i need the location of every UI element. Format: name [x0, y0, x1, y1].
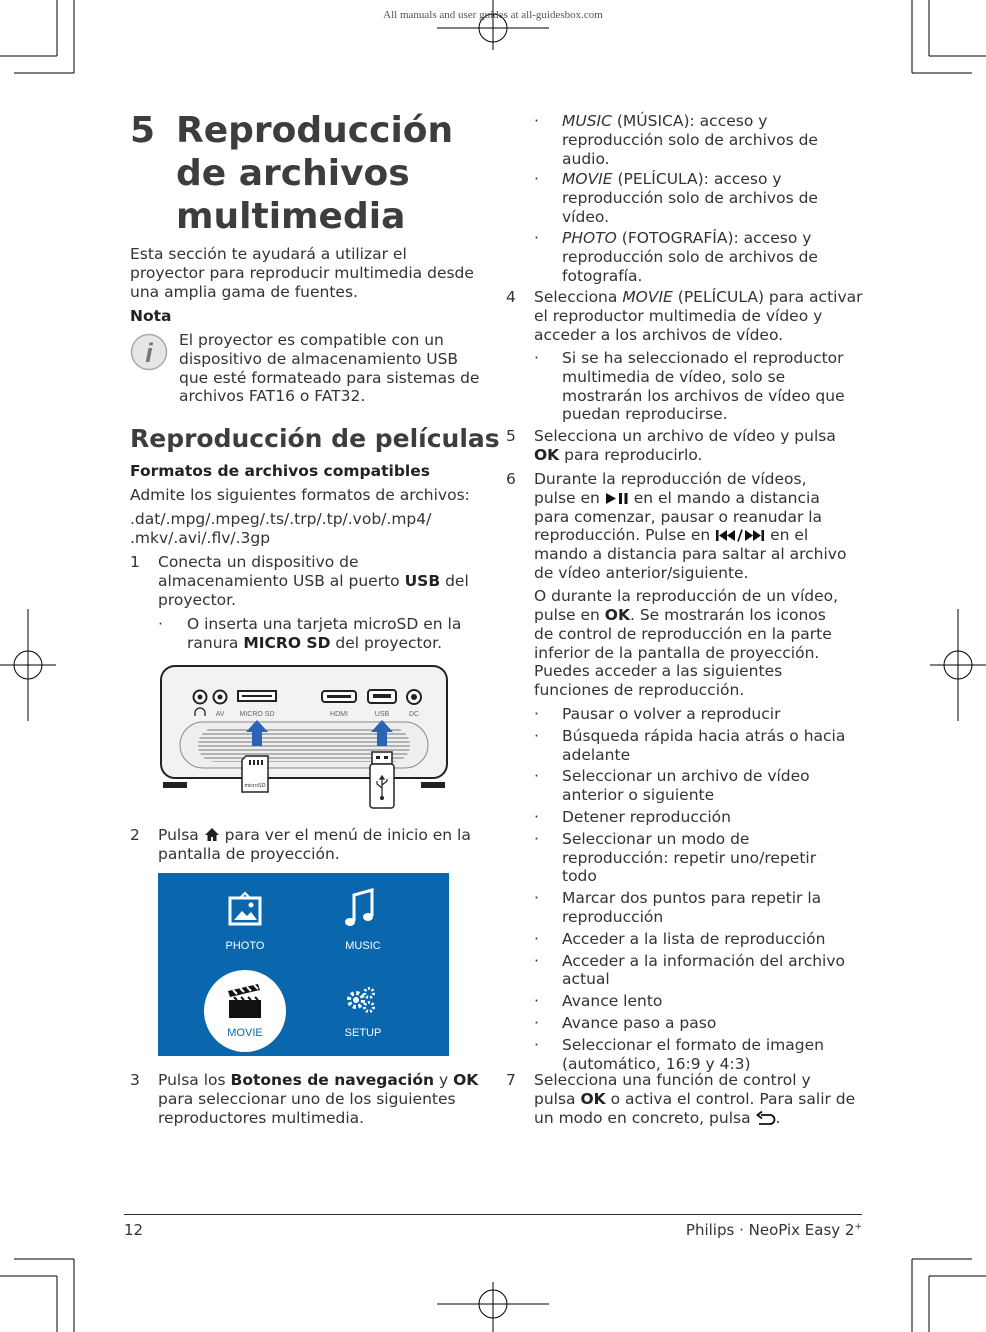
player-bullet-photo: · PHOTO (FOTOGRAFÍA): acceso y reproducción solo de archivos de fotografía. [534, 229, 818, 285]
footer-rule [124, 1214, 862, 1215]
chapter-number: 5 [130, 110, 156, 151]
list-item: · Avance lento [534, 992, 663, 1011]
section-title: Reproducción de películas [130, 424, 500, 453]
section-subtitle: Formatos de archivos compatibles [130, 462, 430, 480]
step-4: 4 Selecciona MOVIE (PELÍCULA) para activar el reproductor multimedia de vídeo y acceder a los archivos de vídeo. [506, 288, 863, 344]
functions-list [534, 705, 864, 1073]
list-item: · Seleccionar un modo de reproducción: repetir uno/repetir todo [534, 829, 817, 886]
port-label-dc: DC [408, 711, 420, 718]
watermark: All manuals and user guides at all-guidesbox.com [383, 9, 603, 21]
port-label-av: AV [215, 711, 225, 718]
usb-stick-icon [372, 752, 392, 764]
home-menu-panel [158, 873, 449, 1056]
step-7: 7 Selecciona una función de control y pulsa OK o activa el control. Para salir de un modo en concreto, pulsa . [506, 1071, 856, 1127]
port-label-microsd: MICRO SD [239, 711, 275, 718]
chapter-title: Reproducción de archivos multimedia [176, 110, 454, 237]
list-item: · Acceder a la lista de reproducción [534, 929, 826, 948]
menu-item-setup: SETUP [344, 1027, 382, 1039]
back-icon [756, 1111, 776, 1125]
page-number: 12 [124, 1221, 144, 1239]
chapter-intro: Esta sección te ayudará a utilizar el proyector para reproducir multimedia desde una amplia gama de fuentes. [130, 245, 474, 301]
list-item: · Avance paso a paso [534, 1013, 717, 1032]
menu-item-music: MUSIC [345, 940, 381, 952]
formats-intro: Admite los siguientes formatos de archivos: [130, 486, 470, 504]
list-item: · Búsqueda rápida hacia atrás o hacia adelante [534, 726, 846, 764]
microsd-card-label: microSD [244, 783, 266, 789]
svg-text:i: i [145, 338, 153, 368]
step-6: 6 Durante la reproducción de vídeos, pulse en en el mando a distancia para comenzar, pausar o reanudar la reproducción. Pulse en en el mando a distancia para saltar al archivo de vídeo anterior/siguiente. O durante la reproducción de un vídeo, pulse en OK. Se mostrarán los iconos de control de reproducción en la parte inferior de la pantalla de proyección. Puedes acceder a las siguientes funciones de reproducción. [506, 470, 847, 700]
list-item: · Pausar o volver a reproducir [534, 705, 781, 723]
list-item: · Seleccionar el formato de imagen (automático, 16:9 y 4:3) [534, 1035, 824, 1073]
info-icon [130, 333, 168, 371]
step-2: 2 Pulsa para ver el menú de inicio en la pantalla de proyección. [130, 826, 471, 863]
step-5: 5 Selecciona un archivo de vídeo y pulsa OK para reproducirlo. [506, 427, 836, 464]
step-3: 3 Pulsa los Botones de navegación y OK para seleccionar uno de los siguientes reproductores multimedia. [130, 1071, 479, 1127]
step-1: 1 Conecta un dispositivo de almacenamiento USB al puerto USB del proyector. [130, 553, 469, 609]
list-item: · Seleccionar un archivo de vídeo anterior o siguiente [534, 767, 810, 805]
prev-next-icon [715, 529, 765, 542]
home-menu-screenshot [158, 873, 449, 1056]
player-bullet-movie: · MOVIE (PELÍCULA): acceso y reproducción solo de archivos de vídeo. [534, 170, 818, 226]
list-item: · Detener reproducción [534, 807, 731, 826]
home-icon [204, 827, 220, 842]
step-4-sub: · Si se ha seleccionado el reproductor multimedia de vídeo, solo se mostrarán los archivos de vídeo que puedan reproducirse. [534, 349, 845, 424]
footer-brand: Philips · NeoPix Easy 2+ [685, 1221, 862, 1239]
port-label-hdmi: HDMI [330, 711, 348, 718]
note-text: El proyector es compatible con un dispositivo de almacenamiento USB que esté formateado para sistemas de archivos FAT16 o FAT32. [179, 331, 480, 406]
play-pause-icon [605, 492, 629, 505]
port-label-usb: USB [374, 711, 390, 718]
player-bullet-music: · MUSIC (MÚSICA): acceso y reproducción solo de archivos de audio. [534, 112, 818, 168]
list-item: · Marcar dos puntos para repetir la reproducción [534, 889, 822, 926]
menu-item-movie: MOVIE [227, 1027, 263, 1039]
projector-ports-figure [158, 664, 450, 812]
step-1-sub: · O inserta una tarjeta microSD en la ranura MICRO SD del proyector. [158, 615, 462, 652]
note-label: Nota [130, 307, 172, 325]
list-item: · Acceder a la información del archivo actual [534, 951, 846, 989]
menu-item-photo: PHOTO [225, 940, 265, 952]
formats-list: .dat/.mpg/.mpeg/.ts/.trp/.tp/.vob/.mp4/ .mkv/.avi/.flv/.3gp [130, 510, 432, 547]
